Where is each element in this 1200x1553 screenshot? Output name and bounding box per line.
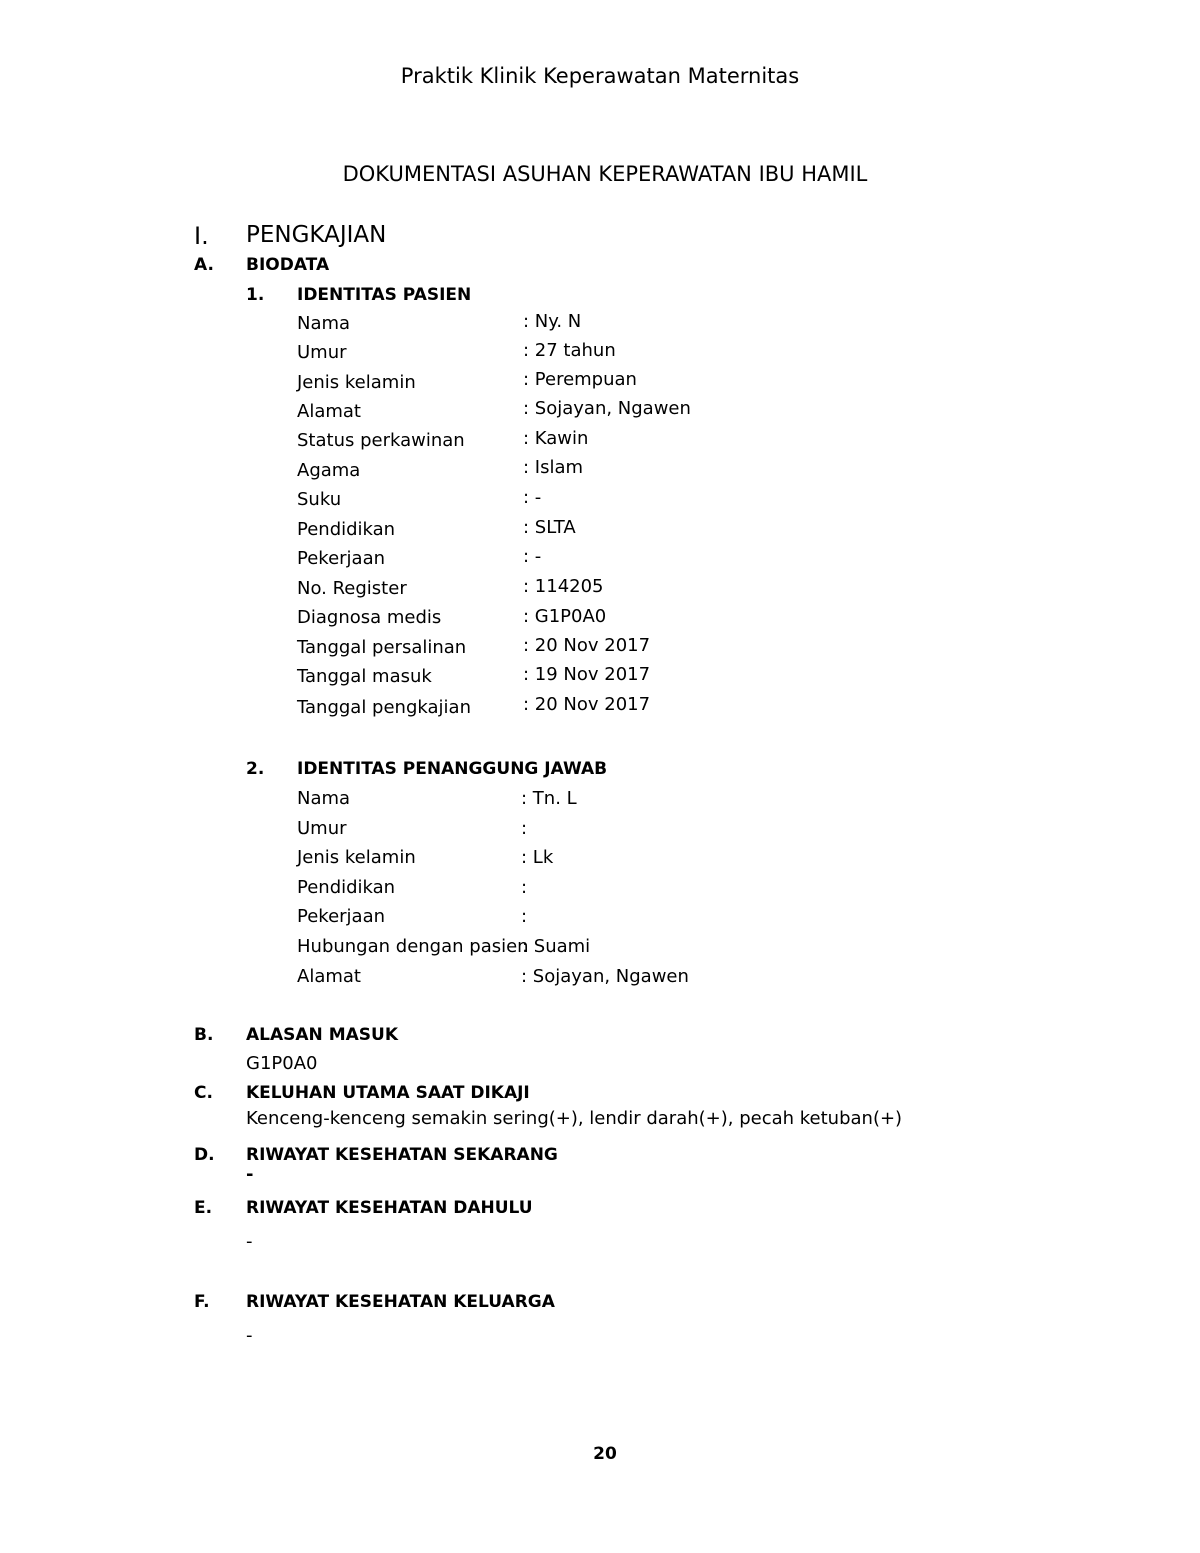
field-label: Status perkawinan bbox=[297, 430, 465, 451]
field-value: : 27 tahun bbox=[523, 340, 616, 361]
field-value: : Ny. N bbox=[523, 311, 582, 332]
field-label: Pekerjaan bbox=[297, 548, 386, 569]
field-label: Tanggal pengkajian bbox=[297, 697, 471, 718]
field-label: Hubungan dengan pasien bbox=[297, 936, 529, 957]
item-number: 1. bbox=[246, 285, 265, 305]
field-value: : SLTA bbox=[523, 517, 576, 538]
field-value: : 114205 bbox=[523, 576, 604, 597]
field-value: : Tn. L bbox=[521, 788, 577, 809]
field-value: : 20 Nov 2017 bbox=[523, 635, 651, 656]
subsection-title-keluhan-utama: KELUHAN UTAMA SAAT DIKAJI bbox=[246, 1083, 530, 1103]
subsection-letter: A. bbox=[194, 255, 214, 275]
field-label: Diagnosa medis bbox=[297, 607, 442, 628]
field-label: Pekerjaan bbox=[297, 906, 386, 927]
subsection-content: - bbox=[246, 1325, 253, 1346]
section-title: PENGKAJIAN bbox=[246, 222, 387, 248]
field-value: : bbox=[521, 877, 528, 898]
field-label: Umur bbox=[297, 342, 347, 363]
field-label: No. Register bbox=[297, 578, 407, 599]
field-value: : - bbox=[523, 487, 542, 508]
subsection-content: - bbox=[246, 1231, 253, 1252]
field-value: : Sojayan, Ngawen bbox=[523, 398, 691, 419]
field-label: Umur bbox=[297, 818, 347, 839]
subsection-title-riwayat-keluarga: RIWAYAT KESEHATAN KELUARGA bbox=[246, 1292, 555, 1312]
field-label: Jenis kelamin bbox=[297, 372, 416, 393]
field-label: Tanggal persalinan bbox=[297, 637, 467, 658]
subsection-letter: B. bbox=[194, 1025, 214, 1045]
field-value: : Suami bbox=[522, 936, 591, 957]
subsection-content: - bbox=[246, 1164, 254, 1185]
field-label: Alamat bbox=[297, 966, 361, 987]
field-value: : - bbox=[523, 546, 542, 567]
field-label: Nama bbox=[297, 788, 351, 809]
field-label: Tanggal masuk bbox=[297, 666, 432, 687]
field-value: : Sojayan, Ngawen bbox=[521, 966, 689, 987]
page-number: 20 bbox=[593, 1444, 617, 1464]
field-value: : Perempuan bbox=[523, 369, 637, 390]
item-number: 2. bbox=[246, 759, 265, 779]
field-value: : Islam bbox=[523, 457, 584, 478]
field-value: : Lk bbox=[521, 847, 554, 868]
subsection-title-riwayat-sekarang: RIWAYAT KESEHATAN SEKARANG bbox=[246, 1145, 558, 1165]
field-value: : bbox=[521, 818, 528, 839]
section-number: I. bbox=[194, 222, 209, 250]
field-label: Jenis kelamin bbox=[297, 847, 416, 868]
field-label: Agama bbox=[297, 460, 361, 481]
field-label: Pendidikan bbox=[297, 519, 396, 540]
subsection-content: Kenceng-kenceng semakin sering(+), lendir darah(+), pecah ketuban(+) bbox=[246, 1108, 903, 1129]
item-title-penanggung-jawab: IDENTITAS PENANGGUNG JAWAB bbox=[297, 759, 608, 779]
field-label: Pendidikan bbox=[297, 877, 396, 898]
subsection-letter: F. bbox=[194, 1292, 210, 1312]
field-value: : 19 Nov 2017 bbox=[523, 664, 651, 685]
field-label: Alamat bbox=[297, 401, 361, 422]
subsection-title-alasan-masuk: ALASAN MASUK bbox=[246, 1025, 398, 1045]
field-value: : Kawin bbox=[523, 428, 589, 449]
document-title: DOKUMENTASI ASUHAN KEPERAWATAN IBU HAMIL bbox=[342, 162, 868, 186]
subsection-letter: C. bbox=[194, 1083, 213, 1103]
subsection-content: G1P0A0 bbox=[246, 1053, 318, 1074]
subsection-letter: E. bbox=[194, 1198, 213, 1218]
field-label: Nama bbox=[297, 313, 351, 334]
subsection-title-riwayat-dahulu: RIWAYAT KESEHATAN DAHULU bbox=[246, 1198, 533, 1218]
subsection-letter: D. bbox=[194, 1145, 215, 1165]
item-title-identitas-pasien: IDENTITAS PASIEN bbox=[297, 285, 472, 305]
field-value: : G1P0A0 bbox=[523, 606, 607, 627]
field-value: : 20 Nov 2017 bbox=[523, 694, 651, 715]
subsection-title-biodata: BIODATA bbox=[246, 255, 330, 275]
running-header: Praktik Klinik Keperawatan Maternitas bbox=[400, 64, 800, 88]
field-label: Suku bbox=[297, 489, 342, 510]
field-value: : bbox=[521, 906, 528, 927]
